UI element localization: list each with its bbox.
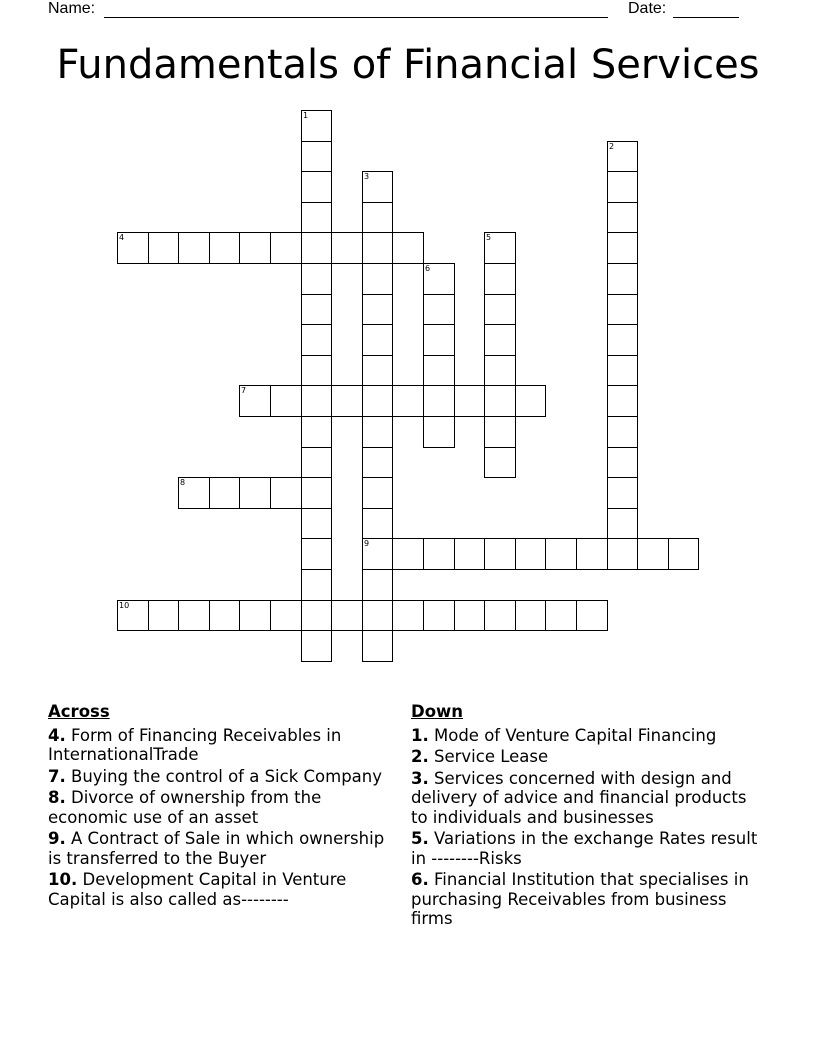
grid-cell[interactable] bbox=[484, 263, 516, 295]
grid-cell[interactable] bbox=[362, 508, 393, 539]
grid-cell[interactable] bbox=[301, 171, 332, 203]
clue-text: Divorce of ownership from the economic use of an asset bbox=[48, 788, 322, 827]
across-clues bbox=[48, 702, 393, 911]
grid-cell[interactable] bbox=[423, 263, 455, 295]
clue-number: 6. bbox=[411, 870, 429, 889]
grid-cell[interactable] bbox=[515, 600, 546, 631]
grid-cell[interactable] bbox=[484, 324, 516, 356]
grid-cell[interactable] bbox=[484, 355, 516, 386]
grid-cell[interactable] bbox=[362, 355, 393, 386]
grid-cell[interactable] bbox=[362, 600, 393, 631]
cell-number: 8 bbox=[180, 478, 186, 487]
grid-cell[interactable] bbox=[301, 294, 332, 325]
grid-cell[interactable] bbox=[331, 232, 363, 264]
cell-number: 2 bbox=[609, 142, 615, 151]
grid-cell[interactable] bbox=[301, 355, 332, 386]
grid-cell[interactable] bbox=[362, 569, 393, 601]
clue-text: Development Capital in Venture Capital is also called as-------- bbox=[48, 870, 347, 909]
grid-cell[interactable] bbox=[515, 385, 546, 417]
grid-cell[interactable] bbox=[607, 447, 638, 478]
grid-cell[interactable] bbox=[454, 600, 485, 631]
grid-cell[interactable] bbox=[392, 600, 424, 631]
grid-cell[interactable] bbox=[515, 538, 546, 570]
clue-across-10 bbox=[48, 870, 393, 909]
grid-cell[interactable] bbox=[423, 294, 455, 325]
clue-number: 2. bbox=[411, 747, 429, 766]
clue-text: A Contract of Sale in which ownership is transferred to the Buyer bbox=[48, 829, 385, 868]
grid-cell[interactable] bbox=[607, 416, 638, 448]
grid-cell[interactable] bbox=[178, 600, 210, 631]
clue-number: 4. bbox=[48, 725, 66, 745]
clue-text: Variations in the exchange Rates result in --------Risks bbox=[411, 829, 758, 868]
grid-cell[interactable] bbox=[209, 232, 240, 264]
clue-number: 5. bbox=[411, 829, 429, 848]
grid-cell[interactable] bbox=[362, 171, 393, 203]
grid-cell[interactable] bbox=[607, 263, 638, 295]
cell-number: 1 bbox=[303, 111, 309, 120]
grid-cell[interactable] bbox=[209, 477, 240, 509]
clue-number: 1. bbox=[411, 725, 429, 745]
grid-cell[interactable] bbox=[301, 600, 332, 631]
grid-cell[interactable] bbox=[423, 600, 455, 631]
grid-cell[interactable] bbox=[484, 416, 516, 448]
grid-cell[interactable] bbox=[362, 416, 393, 448]
grid-cell[interactable] bbox=[331, 385, 363, 417]
grid-cell[interactable] bbox=[362, 202, 393, 233]
grid-cell[interactable] bbox=[607, 141, 638, 172]
grid-cell[interactable] bbox=[637, 538, 669, 570]
grid-cell[interactable] bbox=[423, 324, 455, 356]
cell-number: 3 bbox=[364, 172, 370, 181]
grid-cell[interactable] bbox=[362, 232, 393, 264]
grid-cell[interactable] bbox=[423, 355, 455, 386]
name-label: Name: bbox=[48, 0, 96, 17]
clue-across-4 bbox=[48, 726, 393, 765]
cell-number: 9 bbox=[364, 539, 370, 548]
clue-text: Services concerned with design and delivery of advice and financial products to individuals and businesses bbox=[411, 768, 747, 827]
grid-cell[interactable] bbox=[301, 232, 332, 264]
clue-number: 10. bbox=[48, 870, 78, 889]
cell-number: 4 bbox=[119, 233, 125, 242]
grid-cell[interactable] bbox=[178, 477, 210, 509]
grid-cell[interactable] bbox=[607, 508, 638, 539]
grid-cell[interactable] bbox=[607, 232, 638, 264]
grid-cell[interactable] bbox=[362, 630, 393, 662]
grid-cell[interactable] bbox=[301, 569, 332, 601]
clue-text: Mode of Venture Capital Financing bbox=[434, 725, 717, 745]
grid-cell[interactable] bbox=[607, 385, 638, 417]
grid-cell[interactable] bbox=[454, 538, 485, 570]
grid-cell[interactable] bbox=[484, 294, 516, 325]
grid-cell[interactable] bbox=[484, 600, 516, 631]
clue-down-3 bbox=[411, 769, 761, 828]
grid-cell[interactable] bbox=[362, 477, 393, 509]
grid-cell[interactable] bbox=[301, 141, 332, 172]
header bbox=[48, 0, 748, 20]
clue-number: 8. bbox=[48, 788, 66, 807]
down-heading: Down bbox=[411, 702, 464, 721]
clue-text: Service Lease bbox=[434, 747, 549, 766]
clue-down-6 bbox=[411, 870, 761, 929]
clue-number: 7. bbox=[48, 766, 66, 786]
name-field[interactable] bbox=[104, 17, 608, 18]
grid-cell[interactable] bbox=[484, 447, 516, 478]
grid-cell[interactable] bbox=[301, 110, 332, 142]
grid-cell[interactable] bbox=[270, 232, 302, 264]
grid-cell[interactable] bbox=[362, 447, 393, 478]
clue-number: 3. bbox=[411, 768, 429, 788]
date-label: Date: bbox=[628, 0, 667, 17]
grid-cell[interactable] bbox=[545, 538, 577, 570]
grid-cell[interactable] bbox=[484, 538, 516, 570]
grid-cell[interactable] bbox=[270, 600, 302, 631]
cell-number: 10 bbox=[119, 601, 130, 610]
grid-cell[interactable] bbox=[484, 385, 516, 417]
grid-cell[interactable] bbox=[576, 538, 608, 570]
grid-cell[interactable] bbox=[545, 600, 577, 631]
grid-cell[interactable] bbox=[301, 447, 332, 478]
grid-cell[interactable] bbox=[607, 538, 638, 570]
down-clues bbox=[411, 702, 761, 931]
grid-cell[interactable] bbox=[301, 416, 332, 448]
grid-cell[interactable] bbox=[362, 385, 393, 417]
grid-cell[interactable] bbox=[423, 416, 455, 448]
cell-number: 5 bbox=[486, 233, 492, 242]
grid-cell[interactable] bbox=[362, 538, 393, 570]
grid-cell[interactable] bbox=[301, 385, 332, 417]
grid-cell[interactable] bbox=[607, 355, 638, 386]
grid-cell[interactable] bbox=[607, 202, 638, 233]
grid-cell[interactable] bbox=[301, 508, 332, 539]
grid-cell[interactable] bbox=[484, 232, 516, 264]
grid-cell[interactable] bbox=[423, 385, 455, 417]
down-list bbox=[411, 726, 761, 929]
grid-cell[interactable] bbox=[239, 477, 271, 509]
clue-across-9 bbox=[48, 829, 393, 868]
grid-cell[interactable] bbox=[117, 232, 149, 264]
grid-cell[interactable] bbox=[301, 630, 332, 662]
grid-cell[interactable] bbox=[178, 232, 210, 264]
grid-cell[interactable] bbox=[301, 202, 332, 233]
grid-cell[interactable] bbox=[454, 385, 485, 417]
date-field[interactable] bbox=[673, 17, 739, 18]
clue-down-1 bbox=[411, 726, 761, 746]
grid-cell[interactable] bbox=[239, 232, 271, 264]
grid-cell[interactable] bbox=[239, 600, 271, 631]
grid-cell[interactable] bbox=[239, 385, 271, 417]
clue-number: 9. bbox=[48, 829, 66, 848]
across-heading: Across bbox=[48, 702, 110, 721]
grid-cell[interactable] bbox=[576, 600, 608, 631]
grid-cell[interactable] bbox=[362, 324, 393, 356]
grid-cell[interactable] bbox=[301, 324, 332, 356]
cell-number: 6 bbox=[425, 264, 431, 273]
grid-cell[interactable] bbox=[331, 600, 363, 631]
clue-text: Financial Institution that specialises in purchasing Receivables from business firms bbox=[411, 870, 749, 928]
grid-cell[interactable] bbox=[209, 600, 240, 631]
grid-cell[interactable] bbox=[423, 538, 455, 570]
grid-cell[interactable] bbox=[270, 477, 302, 509]
clue-down-5 bbox=[411, 829, 761, 868]
grid-cell[interactable] bbox=[607, 477, 638, 509]
grid-cell[interactable] bbox=[392, 538, 424, 570]
grid-cell[interactable] bbox=[607, 294, 638, 325]
grid-cell[interactable] bbox=[607, 171, 638, 203]
grid-cell[interactable] bbox=[301, 477, 332, 509]
grid-cell[interactable] bbox=[362, 294, 393, 325]
across-list bbox=[48, 726, 393, 910]
clue-text: Form of Financing Receivables in InternationalTrade bbox=[48, 725, 342, 764]
grid-cell[interactable] bbox=[668, 538, 699, 570]
clue-text: Buying the control of a Sick Company bbox=[71, 766, 382, 786]
clue-down-2 bbox=[411, 747, 761, 767]
puzzle-title: Fundamentals of Financial Services bbox=[56, 42, 760, 88]
grid-cell[interactable] bbox=[270, 385, 302, 417]
grid-cell[interactable] bbox=[148, 600, 179, 631]
grid-cell[interactable] bbox=[392, 385, 424, 417]
grid-cell[interactable] bbox=[362, 263, 393, 295]
grid-cell[interactable] bbox=[301, 263, 332, 295]
grid-cell[interactable] bbox=[148, 232, 179, 264]
clue-across-7 bbox=[48, 767, 393, 787]
grid-cell[interactable] bbox=[301, 538, 332, 570]
clue-across-8 bbox=[48, 788, 393, 827]
grid-cell[interactable] bbox=[117, 600, 149, 631]
cell-number: 7 bbox=[241, 386, 247, 395]
grid-cell[interactable] bbox=[607, 324, 638, 356]
grid-cell[interactable] bbox=[392, 232, 424, 264]
